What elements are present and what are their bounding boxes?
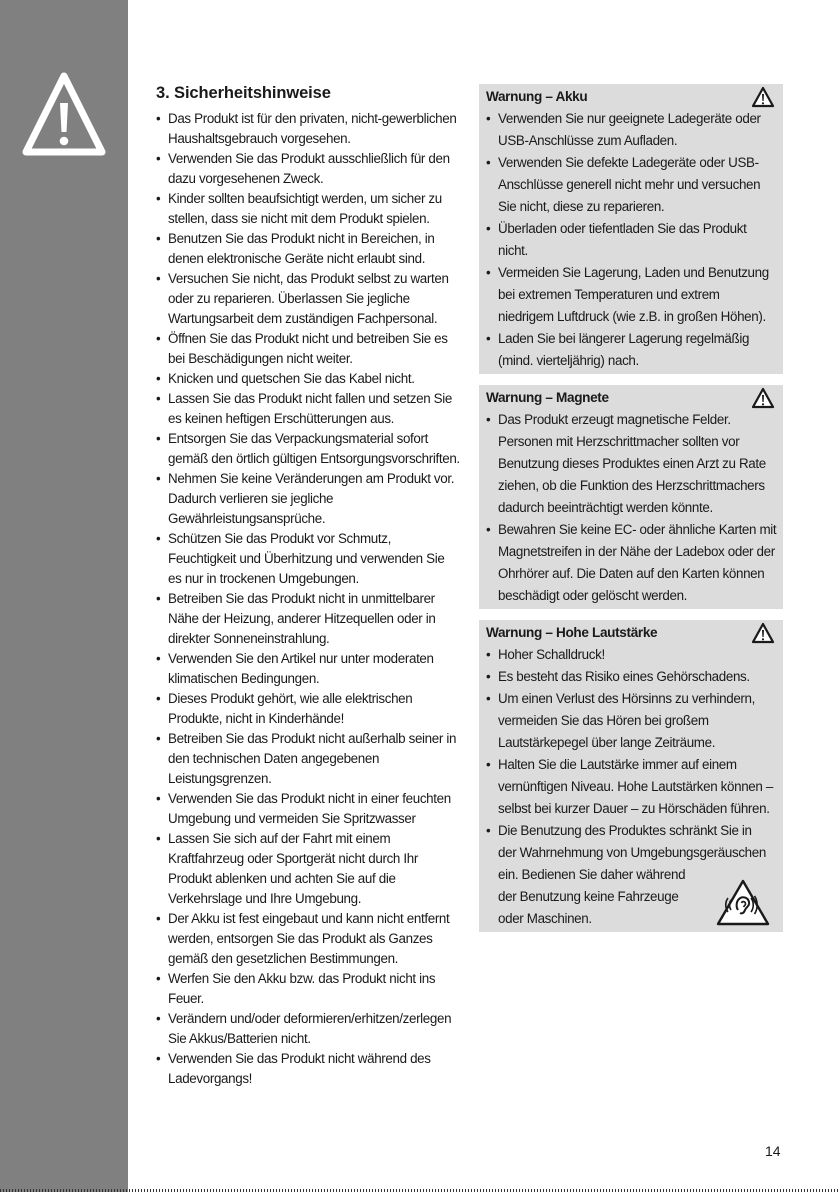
- list-item: • Kinder sollten beaufsichtigt werden, um sicher zu stellen, dass sie nicht mit dem Produkt spielen.: [156, 189, 460, 229]
- safety-list-column: [156, 109, 460, 1089]
- list-item: • Laden Sie bei längerer Lagerung regelmäßig (mind. vierteljährig) nach.: [486, 328, 777, 372]
- list-item: • Halten Sie die Lautstärke immer auf einem vernünftigen Niveau. Hohe Lautstärken können – selbst bei kurzer Dauer – zu Hörschäden führen.: [486, 754, 777, 820]
- list-item: • Der Akku ist fest eingebaut und kann nicht entfernt werden, entsorgen Sie das Produkt als Ganzes gemäß den gesetzlichen Bestimmungen.: [156, 909, 460, 969]
- list-item: • Verwenden Sie das Produkt ausschließlich für den dazu vorgesehenen Zweck.: [156, 149, 460, 189]
- list-item: • Bewahren Sie keine EC- oder ähnliche Karten mit Magnetstreifen in der Nähe der Ladebox oder der Ohrhörer auf. Die Daten auf den Karten können beschädigt oder gelöscht werden.: [486, 519, 777, 607]
- list-item: • Verwenden Sie den Artikel nur unter moderaten klimatischen Bedingungen.: [156, 649, 460, 689]
- list-item: • Überladen oder tiefentladen Sie das Produkt nicht.: [486, 218, 777, 262]
- warning-list: [486, 409, 777, 607]
- list-item: • Verwenden Sie das Produkt nicht während des Ladevorgangs!: [156, 1049, 460, 1089]
- list-item: • Verändern und/oder deformieren/erhitzen/zerlegen Sie Akkus/Batterien nicht.: [156, 1009, 460, 1049]
- list-item: • Betreiben Sie das Produkt nicht außerhalb seiner in den technischen Daten angegebenen Leistungsgrenzen.: [156, 729, 460, 789]
- list-item: • Knicken und quetschen Sie das Kabel nicht.: [156, 369, 460, 389]
- list-item: • Schützen Sie das Produkt vor Schmutz, Feuchtigkeit und Überhitzung und verwenden Sie es nur in trockenen Umgebungen.: [156, 529, 460, 589]
- warning-box-title: Warnung – Hohe Lautstärke: [486, 625, 658, 640]
- list-item: • Verwenden Sie nur geeignete Ladegeräte oder USB-Anschlüsse zum Aufladen.: [486, 108, 777, 152]
- warning-box-title: Warnung – Magnete: [486, 390, 609, 405]
- warning-box-title: Warnung – Akku: [486, 89, 588, 104]
- list-item: • Lassen Sie sich auf der Fahrt mit einem Kraftfahrzeug oder Sportgerät nicht durch Ihr Produkt ablenken und achten Sie auf die Verkehrslage und Ihre Umgebung.: [156, 829, 460, 909]
- warning-column: [479, 84, 783, 943]
- warning-list: [486, 108, 777, 372]
- list-item: • Öffnen Sie das Produkt nicht und betreiben Sie es bei Beschädigungen nicht weiter.: [156, 329, 460, 369]
- list-item: • Das Produkt erzeugt magnetische Felder. Personen mit Herzschrittmacher sollten vor Benutzung dieses Produktes einen Arzt zu Rate ziehen, ob die Funktion des Herzschrittmachers dadurch beeinträchtigt werden könnte.: [486, 409, 777, 519]
- list-item-line: oder Maschinen.: [498, 911, 592, 926]
- list-item: • Dieses Produkt gehört, wie alle elektrischen Produkte, nicht in Kinderhände!: [156, 689, 460, 729]
- list-item: • Verwenden Sie defekte Ladegeräte oder USB-Anschlüsse generell nicht mehr und versuchen Sie nicht, diese zu reparieren.: [486, 152, 777, 218]
- hearing-protection-icon: [715, 878, 771, 928]
- warning-box-battery: [479, 84, 783, 374]
- list-item: • Nehmen Sie keine Veränderungen am Produkt vor. Dadurch verlieren sie jegliche Gewährleistungsansprüche.: [156, 469, 460, 529]
- safety-list: [156, 109, 460, 1089]
- sidebar-band: [0, 0, 128, 1192]
- list-item-line: der Wahrnehmung von Umgebungsgeräuschen: [498, 845, 766, 860]
- list-item: • Es besteht das Risiko eines Gehörschadens.: [486, 666, 777, 688]
- warning-triangle-icon: [22, 70, 106, 160]
- list-item: • Verwenden Sie das Produkt nicht in einer feuchten Umgebung und vermeiden Sie Spritzwasser: [156, 789, 460, 829]
- list-item-line: ein. Bedienen Sie daher während: [498, 867, 686, 882]
- page-number: 14: [765, 1143, 781, 1159]
- list-item: • Werfen Sie den Akku bzw. das Produkt nicht ins Feuer.: [156, 969, 460, 1009]
- list-item: • Versuchen Sie nicht, das Produkt selbst zu warten oder zu reparieren. Überlassen Sie jegliche Wartungsarbeit dem zuständigen Fachpersonal.: [156, 269, 460, 329]
- list-item: • Betreiben Sie das Produkt nicht in unmittelbarer Nähe der Heizung, anderer Hitzequellen oder in direkter Sonneneinstrahlung.: [156, 589, 460, 649]
- warning-triangle-icon: [751, 387, 775, 409]
- list-item-line: der Benutzung keine Fahrzeuge: [498, 889, 679, 904]
- warning-box-magnets: [479, 385, 783, 609]
- list-item: • Lassen Sie das Produkt nicht fallen und setzen Sie es keinen heftigen Erschütterungen aus.: [156, 389, 460, 429]
- list-item: • Um einen Verlust des Hörsinns zu verhindern, vermeiden Sie das Hören bei großem Lautstärkepegel über lange Zeiträume.: [486, 688, 777, 754]
- list-item: • Vermeiden Sie Lagerung, Laden und Benutzung bei extremen Temperaturen und extrem niedrigem Luftdruck (wie z.B. in großen Höhen).: [486, 262, 777, 328]
- list-item: • Benutzen Sie das Produkt nicht in Bereichen, in denen elektronische Geräte nicht erlaubt sind.: [156, 229, 460, 269]
- warning-box-volume: [479, 620, 783, 932]
- section-title: 3. Sicherheitshinweise: [156, 84, 331, 102]
- warning-triangle-icon: [751, 86, 775, 108]
- list-item: • Entsorgen Sie das Verpackungsmaterial sofort gemäß den örtlich gültigen Entsorgungsvorschriften.: [156, 429, 460, 469]
- list-item: • Hoher Schalldruck!: [486, 644, 777, 666]
- list-item: • Das Produkt ist für den privaten, nicht-gewerblichen Haushaltsgebrauch vorgesehen.: [156, 109, 460, 149]
- list-item-line: • Die Benutzung des Produktes schränkt Sie in: [498, 823, 752, 838]
- warning-triangle-icon: [751, 622, 775, 644]
